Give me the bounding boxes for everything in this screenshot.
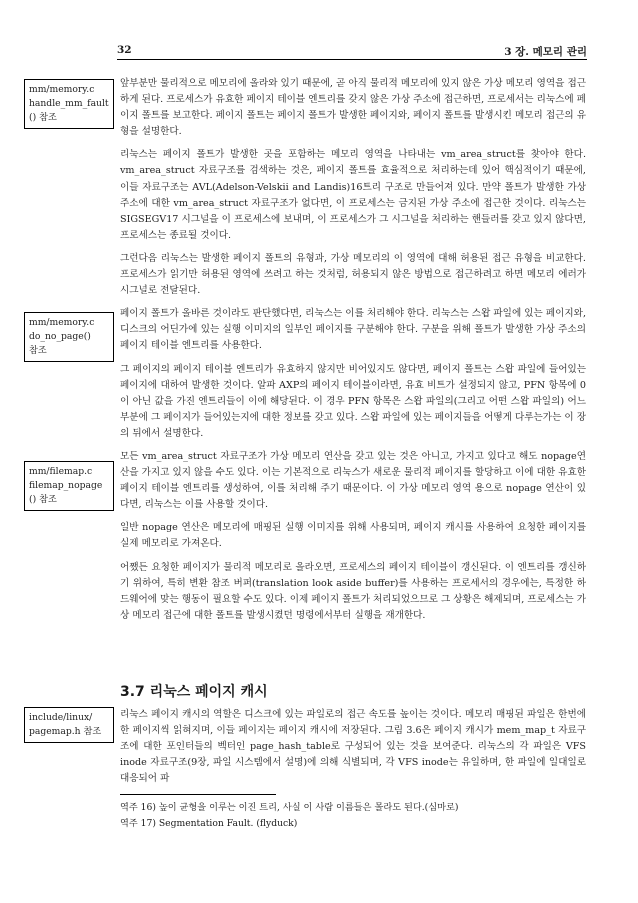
margin-note-line: handle_mm_fault bbox=[29, 98, 109, 109]
chapter-title: 3 장. 메모리 관리 bbox=[504, 46, 587, 58]
page-number: 32 bbox=[117, 44, 132, 56]
section-heading: 3.7 리눅스 페이지 캐시 bbox=[120, 684, 268, 700]
margin-note-handle-mm-fault bbox=[24, 79, 114, 129]
margin-note-line: include/linux/ bbox=[29, 712, 93, 723]
footnote: 역주 16) 높이 균형을 이루는 이진 트리, 사실 이 사람 이름들은 몰라도 된다.(심마로) bbox=[120, 802, 459, 813]
paragraph: 페이지 폴트가 올바른 것이라도 판단했다면, 리눅스는 이를 처리해야 한다. 리눅스는 스왑 파일에 있는 페이지와, 디스크의 어딘가에 있는 실행 이미지의 일부인 페이지를 구분해야 한다. 구분을 위해 폴트가 발생한 가상 주소의 페이지 테이블 엔트리를 사용한다. bbox=[120, 308, 586, 352]
paragraph: 앞부분만 물리적으로 메모리에 올라와 있기 때문에, 곧 아직 물리적 메모리에 있지 않은 가상 메모리 영역을 접근하게 된다. 프로세스가 유효한 페이지 테이블 엔트리를 갖지 않은 가상 주소에 접근하면, 프로세서는 리눅스에 페이지 폴트를 보고한다. 페이지 폴트는 페이지 폴트가 발생한 페이지와, 페이지 폴트를 발생시킨 메모리 접근의 유형을 설명한다. bbox=[120, 78, 586, 138]
paragraph: 그 페이지의 페이지 테이블 엔트리가 유효하지 않지만 비어있지도 않다면, 페이지 폴트는 스왑 파일에 들어있는 페이지에 대하여 발생한 것이다. 알파 AXP의 페이지 테이블이라면, 유효 비트가 설정되지 않고, PFN 항목에 0이 아닌 값을 가진 엔트리들이 이에 해당된다. 이 경우 PFN 항목은 스왑 파일의(그리고 어떤 스왑 파일의) 어느 부분에 그 페이지가 들어있는지에 대한 정보를 갖고 있다. 스왑 파일에 있는 페이지들을 어떻게 다루는가는 이 장의 뒤에서 설명한다. bbox=[120, 363, 586, 439]
margin-note-line: () 참조 bbox=[29, 494, 57, 505]
margin-note-line: pagemap.h 참조 bbox=[29, 726, 102, 737]
margin-note-filemap-nopage bbox=[24, 461, 114, 511]
margin-note-line: mm/memory.c bbox=[29, 317, 95, 328]
paragraph: 어쨌든 요청한 페이지가 물리적 메모리로 올라오면, 프로세스의 페이지 테이블이 갱신된다. 이 엔트리를 갱신하기 위하여, 특히 변환 참조 버퍼(translation look aside buffer)를 사용하는 프로세서의 경우에는, 특정한 하드웨어에 맞는 행동이 필요할 수도 있다. 이제 페이지 폴트가 처리되었으므로 그 상황은 해제되며, 프로세스는 가상 메모리 접근에 대한 폴트를 발생시켰던 명령에서부터 실행을 재개한다. bbox=[120, 561, 586, 621]
footnote: 역주 17) Segmentation Fault. (flyduck) bbox=[120, 818, 298, 829]
body-text bbox=[120, 76, 586, 631]
margin-note-line: filemap_nopage bbox=[29, 480, 103, 491]
footnote-rule bbox=[120, 794, 276, 795]
header-rule bbox=[117, 59, 587, 60]
paragraph: 리눅스 페이지 캐시의 역할은 디스크에 있는 파일로의 접근 속도를 높이는 것이다. 메모리 매핑된 파일은 한번에 한 페이지씩 읽혀지며, 이들 페이지는 페이지 캐시에 저장된다. 그림 3.6은 페이지 캐시가 mem_map_t 자료구조에 대한 포인터들의 벡터인 page_hash_table로 구성되어 있는 것을 보여준다. 리눅스의 각 파일은 VFS inode 자료구조(9장, 파일 시스템에서 설명)에 의해 식별되며, 각 VFS inode는 유일하며, 한 파일에 일대일로 대응되어 파 bbox=[120, 709, 586, 785]
margin-note-do-no-page bbox=[24, 312, 114, 362]
paragraph: 그런다음 리눅스는 발생한 페이지 폴트의 유형과, 가상 메모리의 이 영역에 대해 허용된 접근 유형을 비교한다. 프로세스가 읽기만 허용된 영역에 쓰려고 하는 것처럼, 허용되지 않은 방법으로 접근하려고 하면 메모리 에러가 시그널로 전달된다. bbox=[120, 252, 586, 297]
margin-note-line: mm/filemap.c bbox=[29, 466, 93, 477]
footnotes bbox=[120, 800, 458, 832]
paragraph: 리눅스는 페이지 폴트가 발생한 곳을 포함하는 메모리 영역을 나타내는 vm_area_struct를 찾아야 한다. vm_area_struct 자료구조를 검색하는 것은, 페이지 폴트를 효율적으로 처리하는데 있어 핵심적이기 때문에, 이들 자료구조는 AVL(Adelson-Velskii and Landis)16트리 구조로 만들어져 있다. 만약 폴트가 발생한 가상 주소에 대한 vm_area_struct 자료구조가 없다면, 이 프로세스는 금지된 가상 주소에 접근한 것이다. 리눅스는 SIGSEGV17 시그널을 이 프로세스에 보내며, 이 프로세스가 그 시그널을 처리하는 핸들러를 갖고 있지 않다면, 프로세스는 종료될 것이다. bbox=[120, 149, 586, 241]
page-header bbox=[117, 40, 587, 60]
margin-note-pagemap bbox=[24, 707, 114, 743]
margin-note-line: 참조 bbox=[29, 345, 47, 356]
margin-note-line: mm/memory.c bbox=[29, 84, 95, 95]
section-body bbox=[120, 707, 586, 794]
paragraph: 일반 nopage 연산은 메모리에 매핑된 실행 이미지를 위해 사용되며, 페이지 캐시를 사용하여 요청한 페이지를 실제 메모리로 가져온다. bbox=[120, 522, 586, 550]
margin-note-line: () 참조 bbox=[29, 112, 57, 123]
paragraph: 모든 vm_area_struct 자료구조가 가상 메모리 연산을 갖고 있는 것은 아니고, 가지고 있다고 해도 nopage연산을 가지고 있지 않을 수도 있다. 이는 기본적으로 리눅스가 새로운 물리적 페이지를 할당하고 이에 대한 유효한 페이지 테이블 엔트리를 생성하여, 이를 처리해 주기 때문이다. 이 가상 메모리 영역 용으로 nopage 연산이 있다면, 리눅스는 이를 사용할 것이다. bbox=[120, 450, 586, 511]
margin-note-line: do_no_page() bbox=[29, 331, 91, 342]
